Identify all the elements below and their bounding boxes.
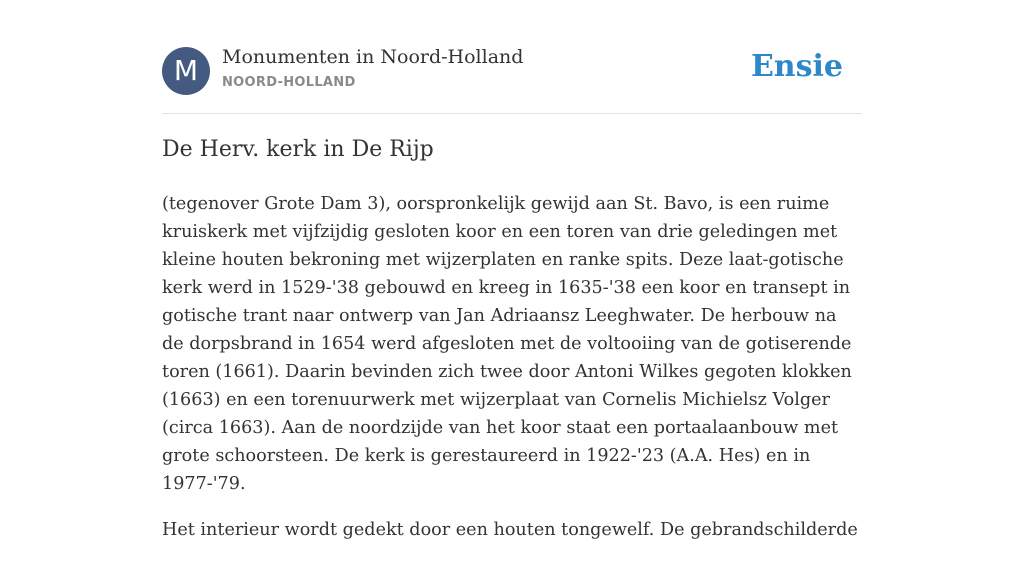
brand-logo[interactable]: Ensie: [750, 49, 843, 84]
source-title-link[interactable]: Monumenten in Noord-Holland: [222, 46, 524, 68]
source-header: [162, 46, 862, 96]
header-divider: [162, 113, 862, 114]
avatar[interactable]: M: [162, 47, 210, 95]
article-body: [162, 190, 862, 562]
paragraph: Het interieur wordt gedekt door een houten tongewelf. De gebrandschilderde: [162, 520, 858, 540]
source-subtitle: NOORD-HOLLAND: [222, 75, 356, 90]
article-title: De Herv. kerk in De Rijp: [162, 137, 434, 162]
paragraph: (tegenover Grote Dam 3), oorspronkelijk gewijd aan St. Bavo, is een ruime kruiskerk met vijfzijdig gesloten koor en een toren van drie geledingen met kleine houten bekroning met wijzerplaten en ranke spits. Deze laat-gotische kerk werd in 1529-'38 gebouwd en kreeg in 1635-'38 een koor en transept in gotische trant naar ontwerp van Jan Adriaansz Leeghwater. De herbouw na de dorpsbrand in 1654 werd afgesloten met de voltooiing van de gotiserende toren (1661). Daarin bevinden zich twee door Antoni Wilkes gegoten klokken (1663) en een torenuurwerk met wijzerplaat van Cornelis Michielsz Volger (circa 1663). Aan de noordzijde van het koor staat een portaalaanbouw met grote schoorsteen. De kerk is gerestaureerd in 1922-'23 (A.A. Hes) en in 1977-'79.: [162, 194, 852, 494]
